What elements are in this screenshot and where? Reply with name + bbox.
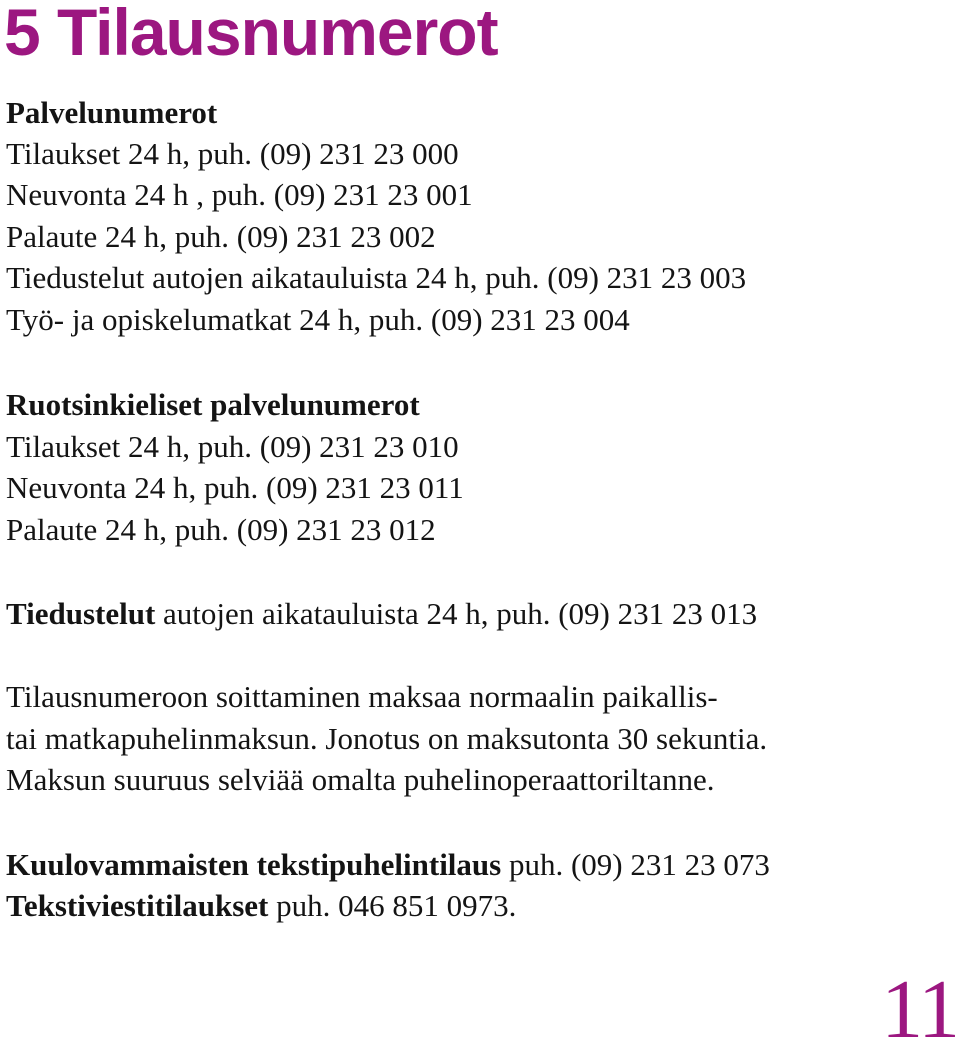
inquiries-label: Tiedustelut — [6, 596, 156, 631]
service-number-line: Neuvonta 24 h , puh. (09) 231 23 001 — [6, 177, 473, 212]
service-numbers-heading: Palvelunumerot — [6, 95, 218, 130]
sms-order-label: Tekstiviestitilaukset — [6, 888, 269, 923]
swedish-number-line: Palaute 24 h, puh. (09) 231 23 012 — [6, 512, 436, 547]
text-phone-line — [6, 845, 770, 885]
text-phone-label: Kuulovammaisten tekstipuhelintilaus — [6, 847, 502, 882]
swedish-numbers-heading: Ruotsinkieliset palvelunumerot — [6, 387, 420, 422]
swedish-number-line: Neuvonta 24 h, puh. (09) 231 23 011 — [6, 470, 464, 505]
text-phone-number: puh. (09) 231 23 073 — [501, 847, 770, 882]
pricing-note-line: tai matkapuhelinmaksun. Jonotus on maksutonta 30 sekuntia. — [6, 721, 768, 756]
inquiries-text: autojen aikatauluista 24 h, puh. (09) 231 23 013 — [155, 596, 758, 631]
swedish-number-line: Tilaukset 24 h, puh. (09) 231 23 010 — [6, 429, 459, 464]
service-number-line: Työ- ja opiskelumatkat 24 h, puh. (09) 231 23 004 — [6, 302, 630, 337]
service-number-line: Tiedustelut autojen aikatauluista 24 h, puh. (09) 231 23 003 — [6, 260, 747, 295]
pricing-note-line: Tilausnumeroon soittaminen maksaa normaalin paikallis- — [6, 679, 718, 714]
page-title: 5 Tilausnumerot — [4, 0, 498, 69]
page-number: 11 — [881, 963, 958, 1056]
sms-order-line — [6, 886, 516, 926]
service-number-line: Palaute 24 h, puh. (09) 231 23 002 — [6, 219, 436, 254]
inquiries-line — [6, 594, 757, 634]
pricing-note-line: Maksun suuruus selviää omalta puhelinoperaattoriltanne. — [6, 762, 715, 797]
service-number-line: Tilaukset 24 h, puh. (09) 231 23 000 — [6, 136, 459, 171]
sms-order-number: puh. 046 851 0973. — [268, 888, 517, 923]
